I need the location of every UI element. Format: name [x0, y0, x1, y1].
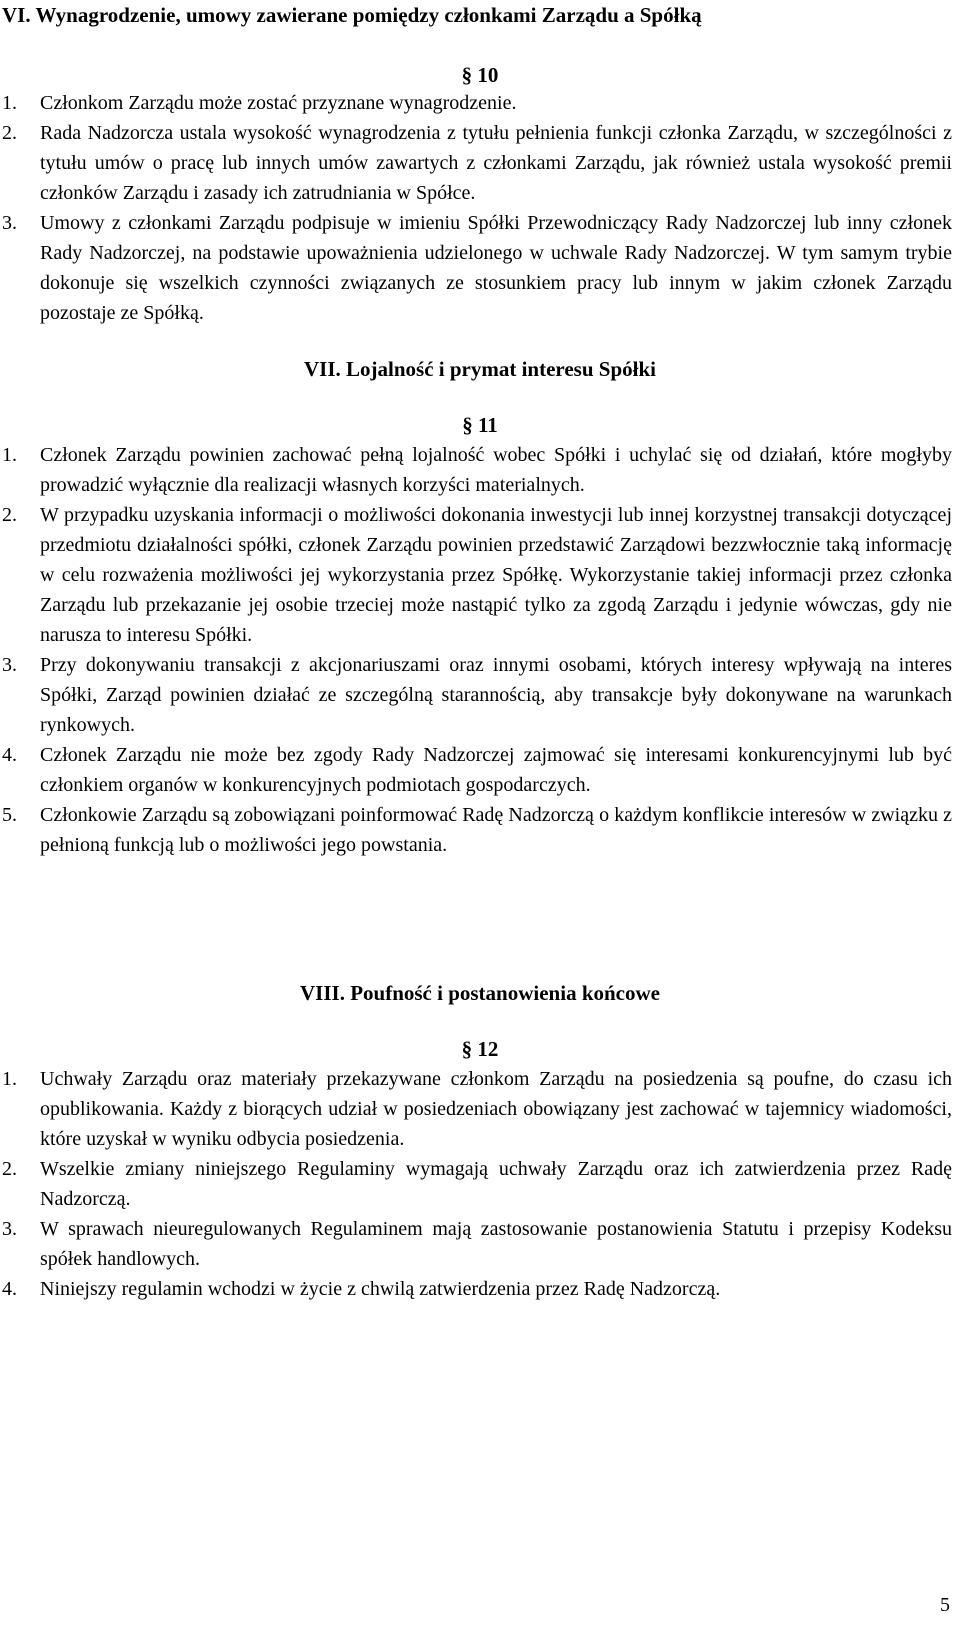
section-heading-viii: VIII. Poufność i postanowienia końcowe: [300, 981, 660, 1005]
item-text: Rada Nadzorcza ustala wysokość wynagrodzenia z tytułu pełnienia funkcji członka Zarządu, w szczególności z tytułu umów o pracę lub innych umów zawartych z członkami Zarządu, jak również ustala wysokość premii członków Zarządu i zasady ich zatrudniania w Spółce.: [40, 122, 952, 204]
list-item: [0, 118, 960, 208]
item-number: 2.: [2, 1158, 17, 1180]
item-number: 3.: [2, 1218, 17, 1240]
item-text: Członek Zarządu powinien zachować pełną lojalność wobec Spółki i uchylać się od działań, które mogłyby prowadzić wyłącznie dla realizacji własnych korzyści materialnych.: [40, 444, 952, 496]
item-text: Członkowie Zarządu są zobowiązani poinformować Radę Nadzorczą o każdym konflikcie interesów w związku z pełnioną funkcją lub o możliwości jego powstania.: [40, 804, 952, 856]
section-heading-vi: VI. Wynagrodzenie, umowy zawierane pomiędzy członkami Zarządu a Spółką: [2, 3, 702, 27]
item-number: 4.: [2, 1278, 17, 1300]
item-number: 2.: [2, 122, 17, 144]
item-number: 2.: [2, 504, 17, 526]
list-item: [0, 440, 960, 500]
item-text: Przy dokonywaniu transakcji z akcjonariuszami oraz innymi osobami, których interesy wpływają na interes Spółki, Zarząd powinien działać ze szczególną starannością, aby transakcje były dokonywane na warunkach rynkowych.: [40, 654, 952, 736]
list-item: [0, 500, 960, 650]
item-text: W sprawach nieuregulowanych Regulaminem mają zastosowanie postanowienia Statutu i przepisy Kodeksu spółek handlowych.: [40, 1218, 952, 1270]
list-item: [0, 800, 960, 860]
list-item: [0, 1154, 960, 1214]
list-item: [0, 88, 960, 118]
item-text: Umowy z członkami Zarządu podpisuje w imieniu Spółki Przewodniczący Rady Nadzorczej lub inny członek Rady Nadzorczej, na podstawie upoważnienia udzielonego w uchwale Rady Nadzorczej. W tym samym trybie dokonuje się wszelkich czynności związanych ze stosunkiem pracy lub innym w jakim członek Zarządu pozostaje ze Spółką.: [40, 212, 952, 324]
item-text: W przypadku uzyskania informacji o możliwości dokonania inwestycji lub innej korzystnej transakcji dotyczącej przedmiotu działalności spółki, członek Zarządu powinien przedstawić Zarządowi bezzwłocznie taką informację w celu rozważenia możliwości jej wykorzystania przez Spółkę. Wykorzystanie takiej informacji przez członka Zarządu lub przekazanie jej osobie trzeciej może nastąpić tylko za zgodą Zarządu i jedynie wówczas, gdy nie narusza to interesu Spółki.: [40, 504, 952, 646]
item-text: Niniejszy regulamin wchodzi w życie z chwilą zatwierdzenia przez Radę Nadzorczą.: [40, 1278, 721, 1300]
item-text: Wszelkie zmiany niniejszego Regulaminy wymagają uchwały Zarządu oraz ich zatwierdzenia przez Radę Nadzorczą.: [40, 1158, 952, 1210]
page-number: 5: [940, 1594, 950, 1616]
item-number: 1.: [2, 92, 17, 114]
paragraph-mark-11: § 11: [462, 413, 498, 437]
item-number: 5.: [2, 804, 17, 826]
item-number: 3.: [2, 654, 17, 676]
item-number: 4.: [2, 744, 17, 766]
section-viii-items: [0, 1064, 960, 1304]
section-heading-vii: VII. Lojalność i prymat interesu Spółki: [304, 357, 656, 381]
list-item: [0, 208, 960, 328]
item-text: Członek Zarządu nie może bez zgody Rady Nadzorczej zajmować się interesami konkurencyjnymi lub być członkiem organów w konkurencyjnych podmiotach gospodarczych.: [40, 744, 952, 796]
item-number: 1.: [2, 1068, 17, 1090]
paragraph-mark-10: § 10: [461, 63, 499, 87]
list-item: [0, 1064, 960, 1154]
section-vii-items: [0, 440, 960, 860]
paragraph-mark-12: § 12: [461, 1037, 499, 1061]
list-item: [0, 1214, 960, 1274]
section-vi-items: [0, 88, 960, 328]
item-number: 3.: [2, 212, 17, 234]
item-text: Członkom Zarządu może zostać przyznane wynagrodzenie.: [40, 92, 517, 114]
item-number: 1.: [2, 444, 17, 466]
list-item: [0, 740, 960, 800]
list-item: [0, 650, 960, 740]
list-item: [0, 1274, 960, 1304]
item-text: Uchwały Zarządu oraz materiały przekazywane członkom Zarządu na posiedzenia są poufne, do czasu ich opublikowania. Każdy z biorących udział w posiedzeniach obowiązany jest zachować w tajemnicy wiadomości, które uzyskał w wyniku odbycia posiedzenia.: [40, 1068, 952, 1150]
